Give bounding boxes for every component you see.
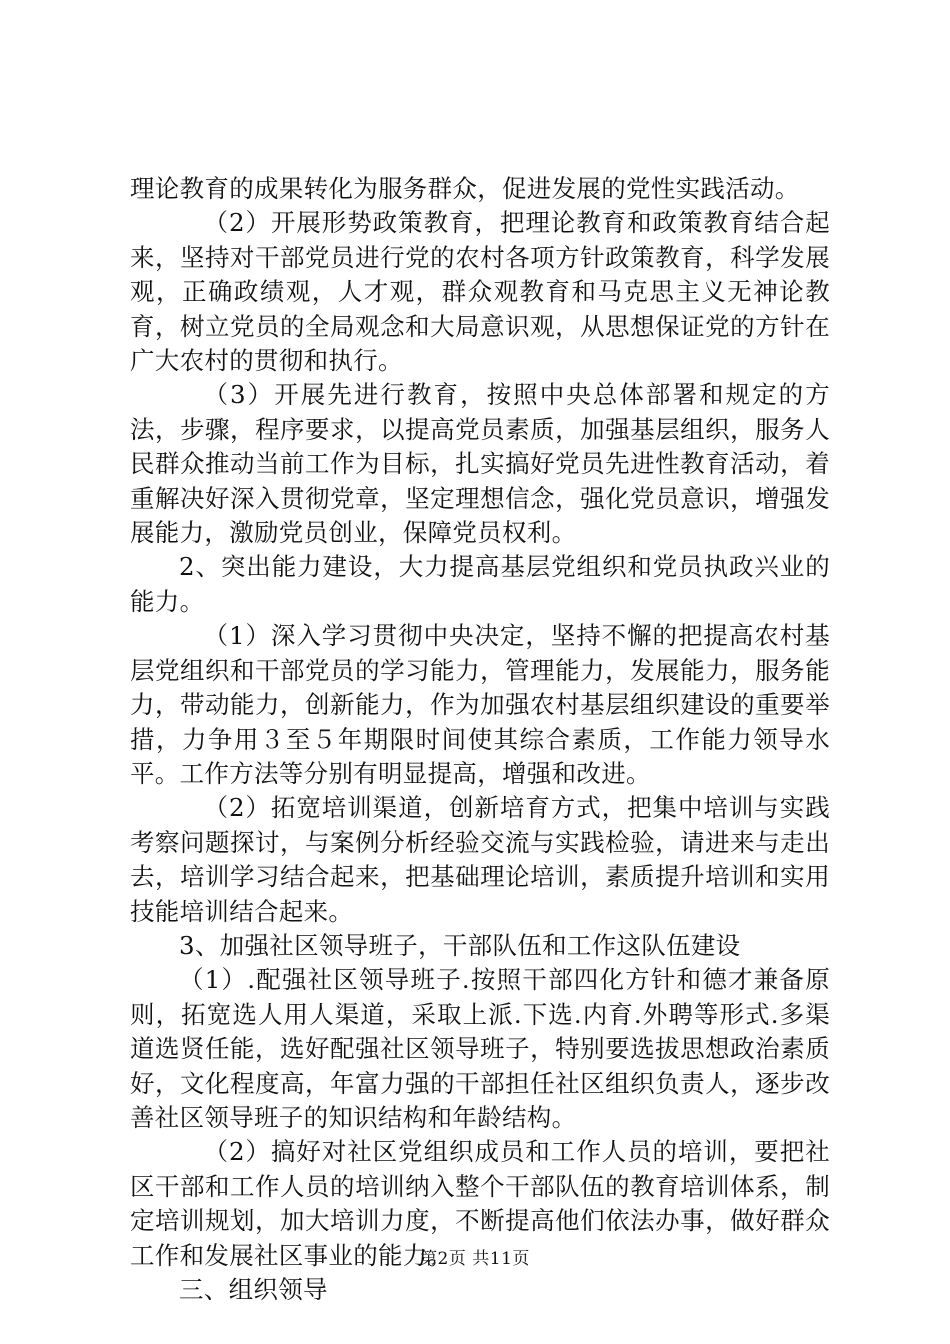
paragraph-policy-education: （2）开展形势政策教育，把理论教育和政策教育结合起来，坚持对干部党员进行党的农村各项方针政策教育，科学发展观，正确政绩观，人才观，群众观教育和马克思主义无神论教育，树立党员的全局观念和大局意识观，从思想保证党的方针在广大农村的贯彻和执行。 [130,208,830,376]
section-heading-community-leadership: 3、加强社区领导班子，干部队伍和工作这队伍建设 [179,930,741,960]
paragraph-advanced-education: （3）开展先进行教育，按照中央总体部署和规定的方法，步骤，程序要求，以提高党员素质，加强基层组织，服务人民群众推动当前工作为目标，扎实搞好党员先进性教育活动，着重解决好深入贯彻党章，坚定理想信念，强化党员意识，增强发展能力，激励党员创业，保障党员权利。 [130,380,830,548]
document-body [130,172,830,1307]
paragraph-community-training: （2）搞好对社区党组织成员和工作人员的培训，要把社区干部和工作人员的培训纳入整个干部队伍的教育培训体系，制定培训规划，加大培训力度，不断提高他们依法办事，做好群众工作和发展社区事业的能力。 [130,1137,830,1270]
section-heading-capacity-building: 2、突出能力建设，大力提高基层党组织和党员执政兴业的能力。 [130,552,830,616]
paragraph-continuation: 理论教育的成果转化为服务群众，促进发展的党性实践活动。 [130,174,800,203]
paragraph-training-channels: （2）拓宽培训渠道，创新培育方式，把集中培训与实践考察问题探讨，与案例分析经验交流与实践检验，请进来与走出去，培训学习结合起来，把基础理论培训，素质提升培训和实用技能培训结合起来。 [130,793,830,926]
paragraph-study-central-decision: （1）深入学习贯彻中央决定，坚持不懈的把提高农村基层党组织和干部党员的学习能力，管理能力，发展能力，服务能力，带动能力，创新能力，作为加强农村基层组织建设的重要举措，力争用３至５年期限时间使其综合素质，工作能力领导水平。工作方法等分别有明显提高，增强和改进。 [130,621,830,788]
section-heading-organization: 三、组织领导 [179,1275,328,1304]
paragraph-leadership-team: （1）.配强社区领导班子.按照干部四化方针和德才兼备原则，拓宽选人用人渠道，采取上派.下选.内育.外聘等形式.多渠道选贤任能，选好配强社区领导班子，特别要选拔思想政治素质好，文化程度高，年富力强的干部担任社区组织负责人，逐步改善社区领导班子的知识结构和年龄结构。 [130,965,830,1132]
page-number-footer: 第2页 共11页 [420,1249,530,1269]
